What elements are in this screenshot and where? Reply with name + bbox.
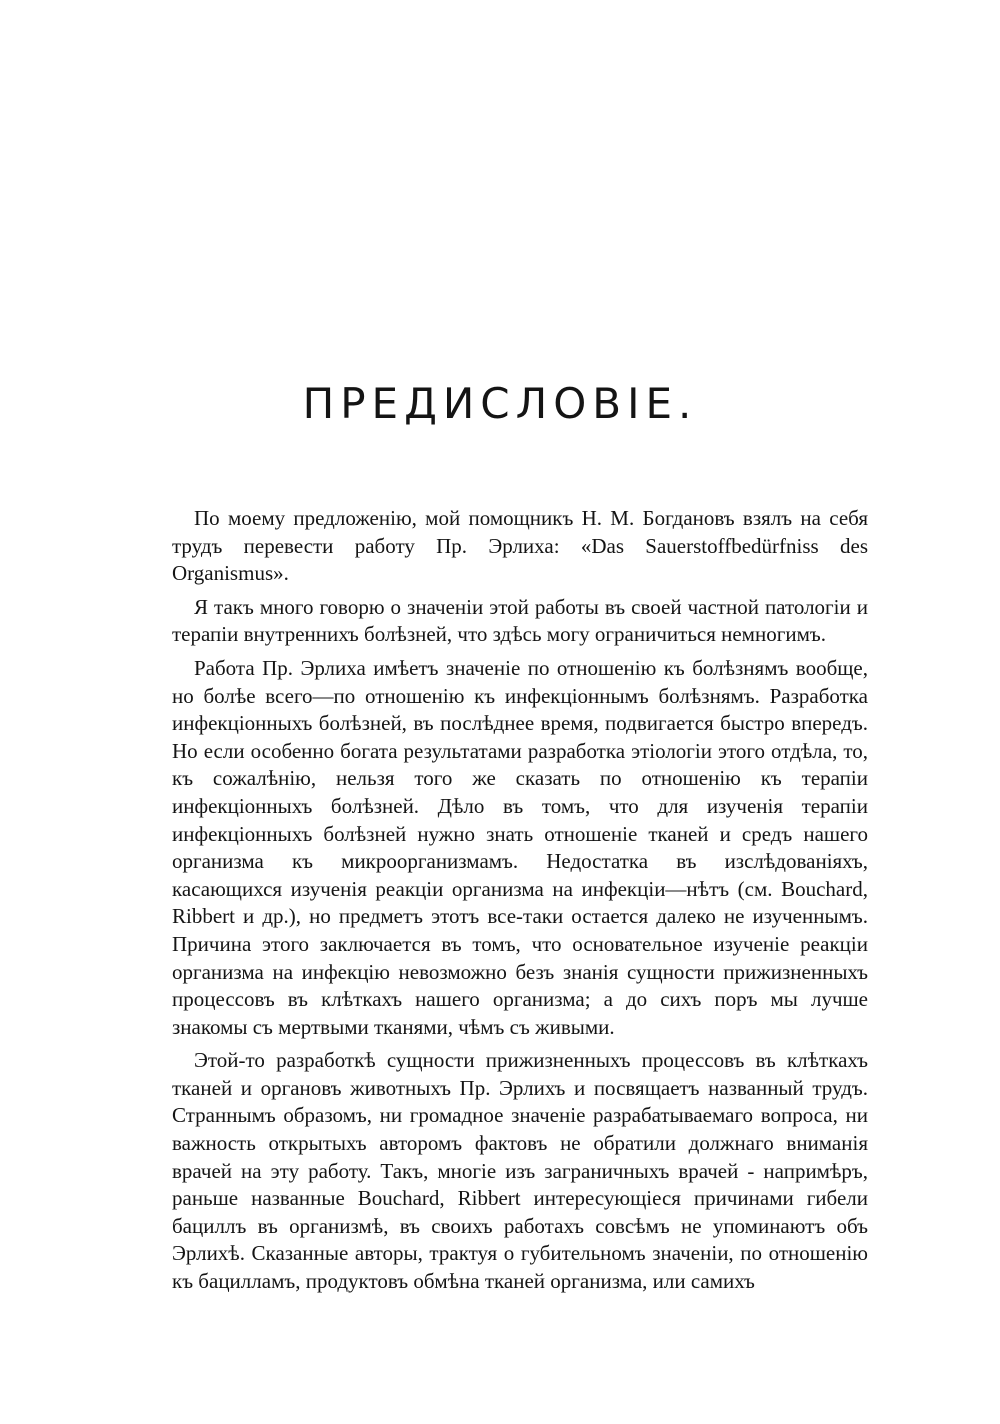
paragraph-1: По моему предложенію, мой помощникъ Н. М. Богдановъ взялъ на себя трудъ перевести работу Пр. Эрлиха: «Das Sauerstoffbedürfniss des Organismus». (172, 506, 868, 586)
paragraph-2: Я такъ много говорю о значеніи этой работы въ своей частной патологіи и терапіи внутреннихъ болѣзней, что здѣсь могу ограничиться немногимъ. (172, 594, 868, 647)
paragraph-4: Этой-то разработкѣ сущности прижизненныхъ процессовъ въ клѣткахъ тканей и органовъ животныхъ Пр. Эрлихъ и посвящаетъ названный трудъ. Страннымъ образомъ, ни громадное значеніе разрабатываемаго вопроса, ни важность открытыхъ авторомъ фактовъ не обратили должнаго вниманія врачей на эту работу. Такъ, многіе изъ заграничныхъ врачей - напримѣръ, раньше названные Bouchard, Ribbert интересующіеся причинами гибели бациллъ въ организмѣ, въ своихъ работахъ совсѣмъ не упоминаютъ объ Эрлихѣ. Сказанные авторы, трактуя о губительномъ значеніи, по отношенію къ бацилламъ, продуктовъ обмѣна тканей организма, или самихъ (172, 1048, 868, 1294)
paragraph-3: Работа Пр. Эрлиха имѣетъ значеніе по отношенію къ болѣзнямъ вообще, но болѣе всего—по отношенію къ инфекціоннымъ болѣзнямъ. Разработка инфекціонныхъ болѣзней, въ послѣднее время, подвигается быстро впередъ. Но если особенно богата результатами разработка этіологіи этого отдѣла, то, къ сожалѣнію, нельзя того же сказать по отношенію къ терапіи инфекціонныхъ болѣзней. Дѣло въ томъ, что для изученія терапіи инфекціонныхъ болѣзней нужно знать отношеніе тканей и средъ нашего организма къ микроорганизмамъ. Недостатка въ изслѣдованіяхъ, касающихся изученія реакціи организма на инфекціи—нѣтъ (см. Bouchard, Ribbert и др.), но предметъ этотъ все-таки остается далеко не изученнымъ. Причина этого заключается въ томъ, что основательное изученіе реакціи организма на инфекцію невозможно безъ знанія сущности прижизненныхъ процессовъ въ клѣткахъ нашего организма; а до сихъ поръ мы лучше знакомы съ мертвыми тканями, чѣмъ съ живыми. (172, 655, 868, 1039)
body-text (172, 505, 868, 1302)
page-title: ПРЕДИСЛОВІЕ. (302, 379, 698, 428)
